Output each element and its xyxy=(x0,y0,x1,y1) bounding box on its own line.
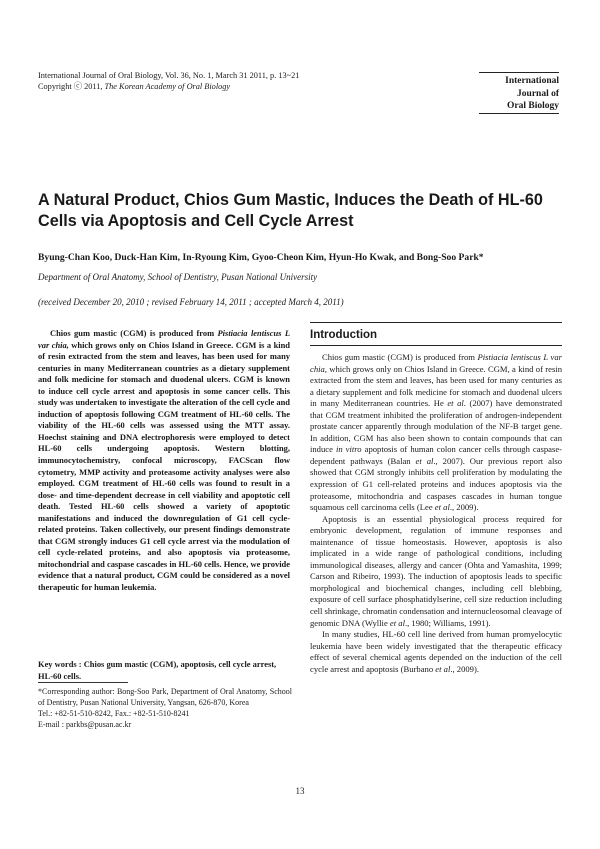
introduction-heading: Introduction xyxy=(310,322,562,346)
intro-text: ., 2009). xyxy=(450,663,479,674)
author-list: Byung-Chan Koo, Duck-Han Kim, In-Ryoung Kim, Gyoo-Cheon Kim, Hyun-Ho Kwak, and Bong-Soo Park* xyxy=(38,252,484,263)
intro-text: . (2007) have demonstrated that CGM treatment inhibited the proliferation of androgen-independent prostate cancer apparently through modulation of the NF-B target gene. In addition, CGM has also been shown to contain compounds that can induce xyxy=(310,398,562,455)
intro-text: Apoptosis is an essential physiological process required for embryonic development, regulation of immune responses and maintenance of tissue homeostasis. However, apoptosis is also implicated in a wide range of pathological conditions, including immunological diseases, allergy and cancer (Ohta and Yamashita, 1999; Carson and Ribeiro, 1993). The induction of apoptosis leads to specific morphological and biochemical changes, including cell blebbing, exposure of cell surface phosphatidylserine, cell size reduction including cell shrinkage, chromatin condensation and internucleosomal cleavage of genomic DNA (Wyllie xyxy=(310,513,562,628)
abstract xyxy=(38,328,290,594)
et-al: et al xyxy=(447,398,464,409)
journal-box-line: Journal of xyxy=(517,88,559,99)
et-al: et al xyxy=(434,502,450,513)
intro-text: which grows only on Chios Island in Greece. CGM, a kind of resin extracted from the stem and leaves, has been used for many centuries as a dietary supplement and folk medicine for stomach and duodenal ulcers in many Mediterranean countries. He xyxy=(310,363,562,409)
journal-citation xyxy=(38,70,458,92)
keywords: Key words : Chios gum mastic (CGM), apoptosis, cell cycle arrest, HL-60 cells. xyxy=(38,659,277,681)
in-vitro: in vitro xyxy=(335,444,362,455)
copyright-line xyxy=(38,81,458,92)
intro-text: apoptosis of human colon cancer cells through caspase-dependent pathways (Balan xyxy=(310,444,563,466)
copyright-prefix: Copyright ⓒ 2011, xyxy=(38,82,105,91)
species-name: Pistiacia lentiscus L var chia, xyxy=(38,328,290,350)
species-name: Pistiacia lentiscus L var chia, xyxy=(310,352,562,374)
et-al: et al xyxy=(389,617,405,628)
intro-text: ., 2007). Our previous report also showed that CGM strongly inhibits cell proliferation by modulating the expression of G1 cell-related proteins and induces apoptosis via the proteasome, mitochondria and caspases cascades in human tongue squamous cell carcinoma cells (Lee xyxy=(310,455,562,513)
abstract-text: which grows only on Chios Island in Greece. CGM is a kind of resin extracted from the stem and leaves, has been used for many centuries in many Mediterranean countries as a dietary supplement and folk medicine for stomach and duodenal ulcers. CGM is known to induce cell cycle arrest and apoptosis in some cancer cells. This study was undertaken to investigate the alteration of the cell cycle and induction of apoptosis following CGM treatment of HL-60 cells. The viability of the HL-60 cells was assessed using the MTT assay. Hoechst staining and DNA electrophoresis were employed to detect HL-60 cells undergoing apoptosis. Western blotting, immunocytochemistry, confocal microscopy, FACScan flow cytometry, MMP activity and proteasome activity analyses were also employed. CGM treatment of HL-60 cells was found to result in a dose- and time-dependent decrease in cell viability and apoptotic cell death. Tested HL-60 cells showed a variety of apoptotic manifestations and induced the downregulation of G1 cell cycle-related proteins. Taken collectively, our present findings demonstrate that CGM strongly induces G1 cell cycle arrest via the modulation of cell cycle-related proteins, and also apoptosis via proteasome, mitochondrial and caspase cascades in HL-60 cells. Hence, we provide evidence that a natural product, CGM could be considered as a novel therapeutic for human leukemia. xyxy=(38,339,290,593)
intro-paragraph xyxy=(310,514,562,629)
paper-title: A Natural Product, Chios Gum Mastic, Induces the Death of HL-60 Cells via Apoptosis and Cell Cycle Arrest xyxy=(38,191,543,230)
page-number: 13 xyxy=(295,786,305,796)
copyright-holder: The Korean Academy of Oral Biology xyxy=(104,82,231,91)
et-al: et al xyxy=(435,663,451,674)
corresponding-author-footnote xyxy=(38,686,292,730)
journal-box-line: International xyxy=(505,76,559,86)
intro-text: ., 1980; Williams, 1991). xyxy=(404,617,491,628)
abstract-paragraph xyxy=(38,328,290,594)
et-al: et al xyxy=(415,455,434,466)
affiliation: Department of Oral Anatomy, School of Dentistry, Pusan National University xyxy=(38,272,318,282)
journal-name-box xyxy=(479,72,559,114)
journal-box-line: Oral Biology xyxy=(507,101,559,111)
intro-paragraph xyxy=(310,629,562,675)
footnote-email: E-mail : parkbs@pusan.ac.kr xyxy=(38,720,132,729)
introduction-body xyxy=(310,352,562,675)
footnote-divider xyxy=(38,682,128,683)
intro-text: Chios gum mastic (CGM) is produced from xyxy=(322,352,478,362)
abstract-text: Chios gum mastic (CGM) is produced from xyxy=(50,328,218,338)
intro-text: In many studies, HL-60 cell line derived from human promyelocytic leukemia have been widely investigated that the therapeutic efficacy effect of several chemical agents depended on the induction of the cell cycle arrest and apoptosis (Burbano xyxy=(310,629,562,674)
footnote-author: *Corresponding author: Bong-Soo Park, Department of Oral Anatomy, School of Dentistry, Pusan National University, Yangsan, 626-870, Korea xyxy=(38,687,292,707)
footnote-phone: Tel.: +82-51-510-8242, Fax.: +82-51-510-8241 xyxy=(38,709,190,718)
intro-text: ., 2009). xyxy=(449,502,479,513)
received-dates: (received December 20, 2010 ; revised February 14, 2011 ; accepted March 4, 2011) xyxy=(38,297,344,307)
journal-info-line: International Journal of Oral Biology, Vol. 36, No. 1, March 31 2011, p. 13~21 xyxy=(38,71,300,80)
intro-paragraph xyxy=(310,352,562,514)
